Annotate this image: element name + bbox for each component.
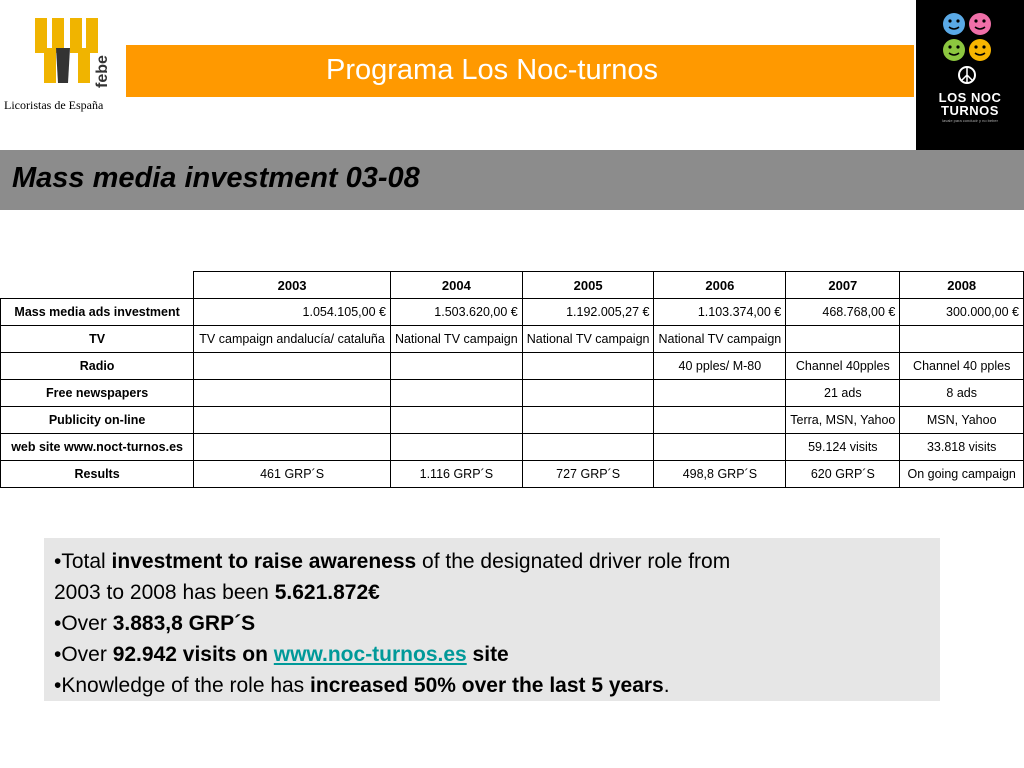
table-cell: National TV campaign: [654, 326, 786, 353]
summary-bullet-investment: •Total investment to raise awareness of the designated driver role from: [54, 550, 731, 573]
row-label: Results: [1, 461, 194, 488]
febe-logo: [0, 8, 130, 120]
table-cell: [900, 326, 1024, 353]
year-header: 2007: [786, 272, 900, 299]
year-header: 2008: [900, 272, 1024, 299]
table-cell: [522, 353, 654, 380]
section-bar: [0, 150, 1024, 210]
noc-brand-line1: LOS NOC: [938, 90, 1002, 105]
table-row: [1, 299, 1024, 326]
table-cell: Channel 40 pples: [900, 353, 1024, 380]
summary-box: [44, 538, 940, 701]
summary-bullet-visits: •Over 92.942 visits on www.noc-turnos.es site: [54, 643, 509, 666]
febe-brand: febe: [94, 55, 111, 88]
row-label: Mass media ads investment: [1, 299, 194, 326]
title-bar: [126, 45, 914, 97]
table-cell: [786, 326, 900, 353]
table-cell: Terra, MSN, Yahoo: [786, 407, 900, 434]
noc-brand-line2: TURNOS: [941, 103, 999, 118]
table-cell: 1.503.620,00 €: [390, 299, 522, 326]
table-cell: [390, 353, 522, 380]
table-cell: MSN, Yahoo: [900, 407, 1024, 434]
table-cell: [390, 380, 522, 407]
row-label: TV: [1, 326, 194, 353]
table-row: [1, 326, 1024, 353]
table-cell: TV campaign andalucía/ cataluña: [194, 326, 391, 353]
investment-table: [0, 271, 1024, 488]
table-cell: National TV campaign: [390, 326, 522, 353]
table-cell: 1.103.374,00 €: [654, 299, 786, 326]
table-cell: 8 ads: [900, 380, 1024, 407]
table-cell: 1.192.005,27 €: [522, 299, 654, 326]
year-header: 2006: [654, 272, 786, 299]
table-row: [1, 461, 1024, 488]
table-cell: [522, 407, 654, 434]
noc-turnos-logo: [916, 0, 1024, 150]
row-label: Radio: [1, 353, 194, 380]
table-cell: 620 GRP´S: [786, 461, 900, 488]
row-label: Free newspapers: [1, 380, 194, 407]
website-link[interactable]: www.noc-turnos.es: [273, 643, 467, 666]
year-header: 2003: [194, 272, 391, 299]
table-cell: National TV campaign: [522, 326, 654, 353]
table-cell: 461 GRP´S: [194, 461, 391, 488]
table-cell: On going campaign: [900, 461, 1024, 488]
table-corner: [1, 272, 194, 299]
table-row: [1, 380, 1024, 407]
table-cell: 1.116 GRP´S: [390, 461, 522, 488]
table-cell: [194, 434, 391, 461]
section-title: Mass media investment 03-08: [12, 162, 420, 194]
table-cell: [522, 434, 654, 461]
table-cell: Channel 40pples: [786, 353, 900, 380]
year-header: 2005: [522, 272, 654, 299]
table-cell: 59.124 visits: [786, 434, 900, 461]
febe-caption: Licoristas de España: [4, 98, 104, 112]
table-cell: 468.768,00 €: [786, 299, 900, 326]
table-cell: [194, 380, 391, 407]
smiley-faces-icon: [916, 0, 1024, 90]
table-cell: [390, 434, 522, 461]
table-cell: 1.054.105,00 €: [194, 299, 391, 326]
table-cell: [654, 434, 786, 461]
table-cell: 21 ads: [786, 380, 900, 407]
table-cell: 40 pples/ M-80: [654, 353, 786, 380]
table-cell: 498,8 GRP´S: [654, 461, 786, 488]
table-cell: 33.818 visits: [900, 434, 1024, 461]
table-cell: [654, 380, 786, 407]
table-cell: 300.000,00 €: [900, 299, 1024, 326]
year-header: 2004: [390, 272, 522, 299]
table-row: [1, 353, 1024, 380]
row-label: Publicity on-line: [1, 407, 194, 434]
table-cell: 727 GRP´S: [522, 461, 654, 488]
summary-bullet-investment-cont: 2003 to 2008 has been 5.621.872€: [54, 581, 380, 604]
table-row: [1, 434, 1024, 461]
table-cell: [194, 353, 391, 380]
row-label: web site www.noct-turnos.es: [1, 434, 194, 461]
table-row: [1, 407, 1024, 434]
table-cell: [390, 407, 522, 434]
summary-bullet-grp: •Over 3.883,8 GRP´S: [54, 612, 256, 635]
table-cell: [522, 380, 654, 407]
page-title: Programa Los Noc-turnos: [326, 54, 659, 86]
table-cell: [654, 407, 786, 434]
summary-bullet-knowledge: •Knowledge of the role has increased 50% over the last 5 years.: [54, 674, 670, 697]
noc-tagline: lavale para conducir y no beber: [942, 118, 998, 123]
table-cell: [194, 407, 391, 434]
table-header-row: [1, 272, 1024, 299]
